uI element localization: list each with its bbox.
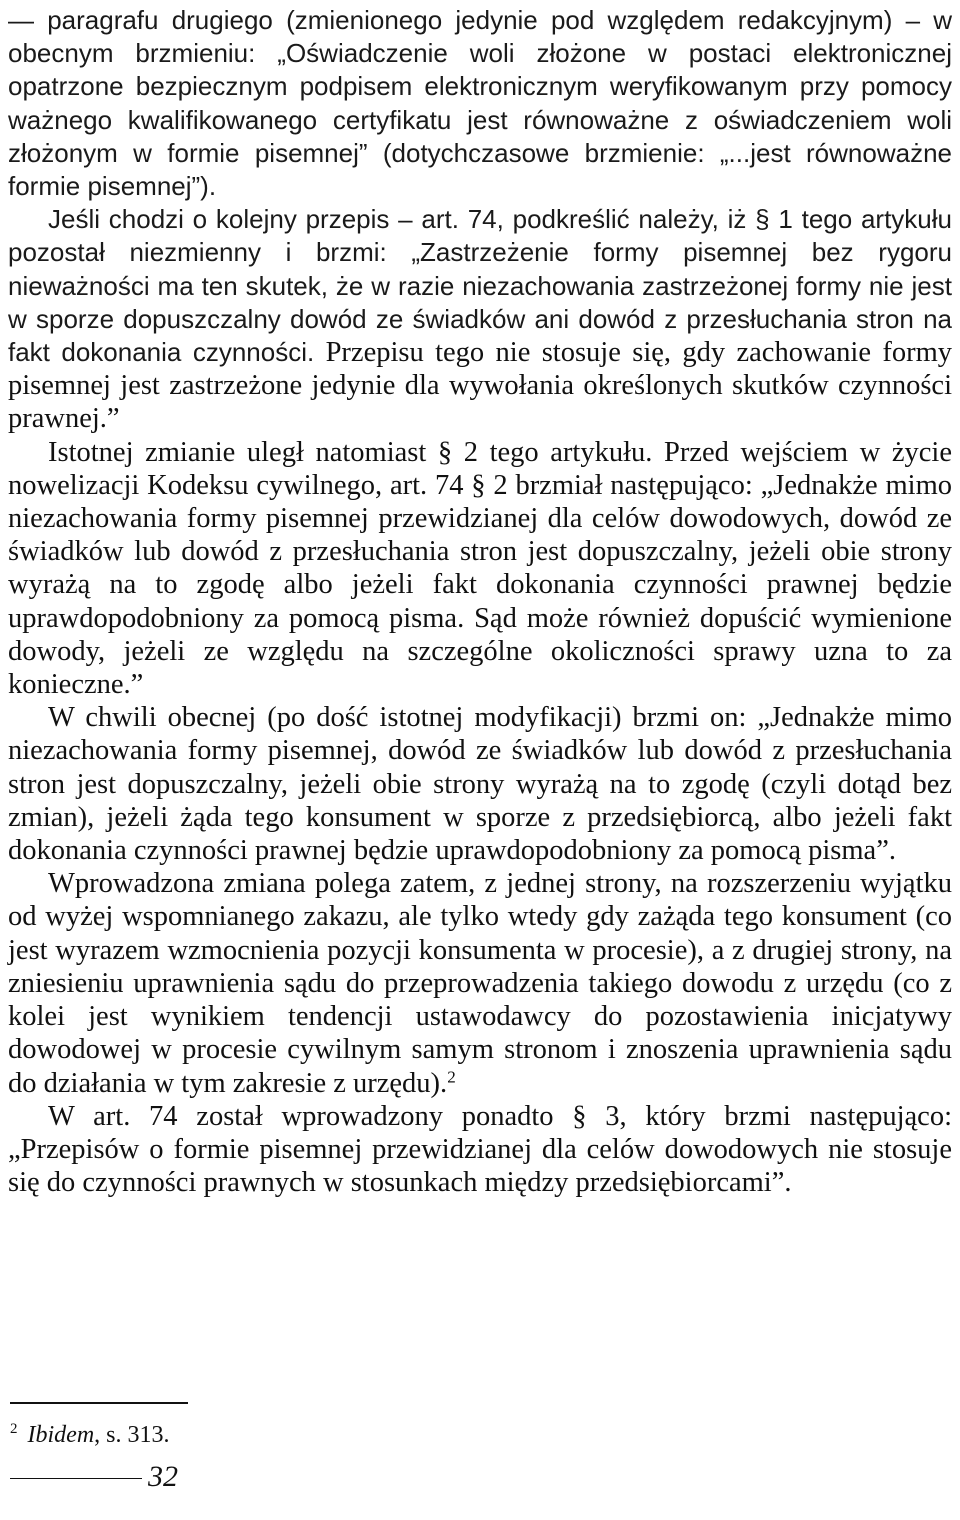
footnote-rest: , s. 313. <box>94 1422 170 1448</box>
paragraph <box>8 436 952 702</box>
body-text <box>8 4 952 1199</box>
paragraph <box>8 203 952 435</box>
footnote-divider <box>10 1402 188 1404</box>
footnote-reference: 2 <box>447 1067 456 1087</box>
footnote <box>10 1414 170 1450</box>
page-number-rule <box>10 1478 142 1479</box>
paragraph <box>8 867 952 1099</box>
footnote-marker: 2 <box>10 1421 18 1437</box>
paragraph-text: W art. 74 został wprowadzony ponadto § 3, który brzmi następująco: „Przepisów o formie pisemnej przewidzianej dla celów dowodowych nie stosuje się do czynności prawnych w stosunkach między przedsiębiorcami”. <box>8 1100 952 1199</box>
paragraph <box>8 1100 952 1200</box>
paragraph-text: W chwili obecnej (po dość istotnej modyfikacji) brzmi on: „Jednakże mimo niezachowania formy pisemnej, dowód ze świadków lub dowód z przesłuchania stron jest dopuszczalny, jeżeli obie strony wyrażą na to zgodę (czyli dotąd bez zmian), jeżeli żąda tego konsument w sporze z przedsiębiorcą, albo jeżeli fakt dokonania czynności prawnej będzie uprawdopodobniony za pomocą pisma”. <box>8 702 952 867</box>
paragraph-text: Przepisu tego nie stosuje się, gdy zachowanie formy pisemnej jest zastrzeżone jedynie dla wywołania określonych skutków czynności prawnej.” <box>8 337 953 435</box>
paragraph-text: Wprowadzona zmiana polega zatem, z jednej strony, na rozszerzeniu wyjątku od wyżej wspomnianego zakazu, ale tylko wtedy gdy zażąda tego konsument (co jest wyrazem wzmocnienia pozycji konsumenta w procesie), a z drugiej strony, na zniesieniu uprawnienia sądu do przeprowadzenia takiego dowodu z urzędu (co z kolei jest wynikiem tendencji ustawodawcy do pozostawienia inicjatywy dowodowej w procesie cywilnym samym stronom i znoszenia uprawnienia sądu do działania w tym zakresie z urzędu). <box>8 868 952 1099</box>
paragraph <box>8 4 952 203</box>
paragraph <box>8 701 952 867</box>
document-page <box>8 0 952 1520</box>
page-number: 32 <box>148 1460 178 1493</box>
paragraph-text: Jeśli chodzi o kolejny przepis – art. 74, podkreślić należy, iż § 1 tego artykułu pozostał niezmienny i brzmi: „Zastrzeżenie formy pisemnej bez rygoru nieważności ma ten skutek, że w razie niezachowania zastrzeżonej formy nie jest w sporze dopuszczalny dowód ze świadków ani dowód z przesłuchania stron na fakt dokonania czynności. <box>8 204 952 368</box>
paragraph-text: — paragrafu drugiego (zmienionego jedynie pod względem redakcyjnym) – w obecnym brzmieniu: „Oświadczenie woli złożone w postaci elektronicznej opatrzone bezpiecznym podpisem elektronicznym weryfikowanym przy pomocy ważnego kwalifikowanego certyfikatu jest równoważne z oświadczeniem woli złożonym w formie pisemnej” (dotychczasowe brzmienie: „...jest równoważne formie pisemnej”). <box>8 5 952 202</box>
footnote-source: Ibidem <box>27 1422 95 1448</box>
paragraph-text: Istotnej zmianie uległ natomiast § 2 tego artykułu. Przed wejściem w życie nowelizacji Kodeksu cywilnego, art. 74 § 2 brzmiał następująco: „Jednakże mimo niezachowania formy pisemnej przewidzianej dla celów dowodowych, dowód ze świadków lub dowód z przesłuchania stron jest dopuszczalny, jeżeli obie strony wyrażą na to zgodę albo jeżeli fakt dokonania czynności prawnej będzie uprawdopodobniony za pomocą pisma. Sąd może również dopuścić wymienione dowody, jeżeli ze względu na szczególne okoliczności sprawy uzna to za konieczne.” <box>8 436 952 701</box>
